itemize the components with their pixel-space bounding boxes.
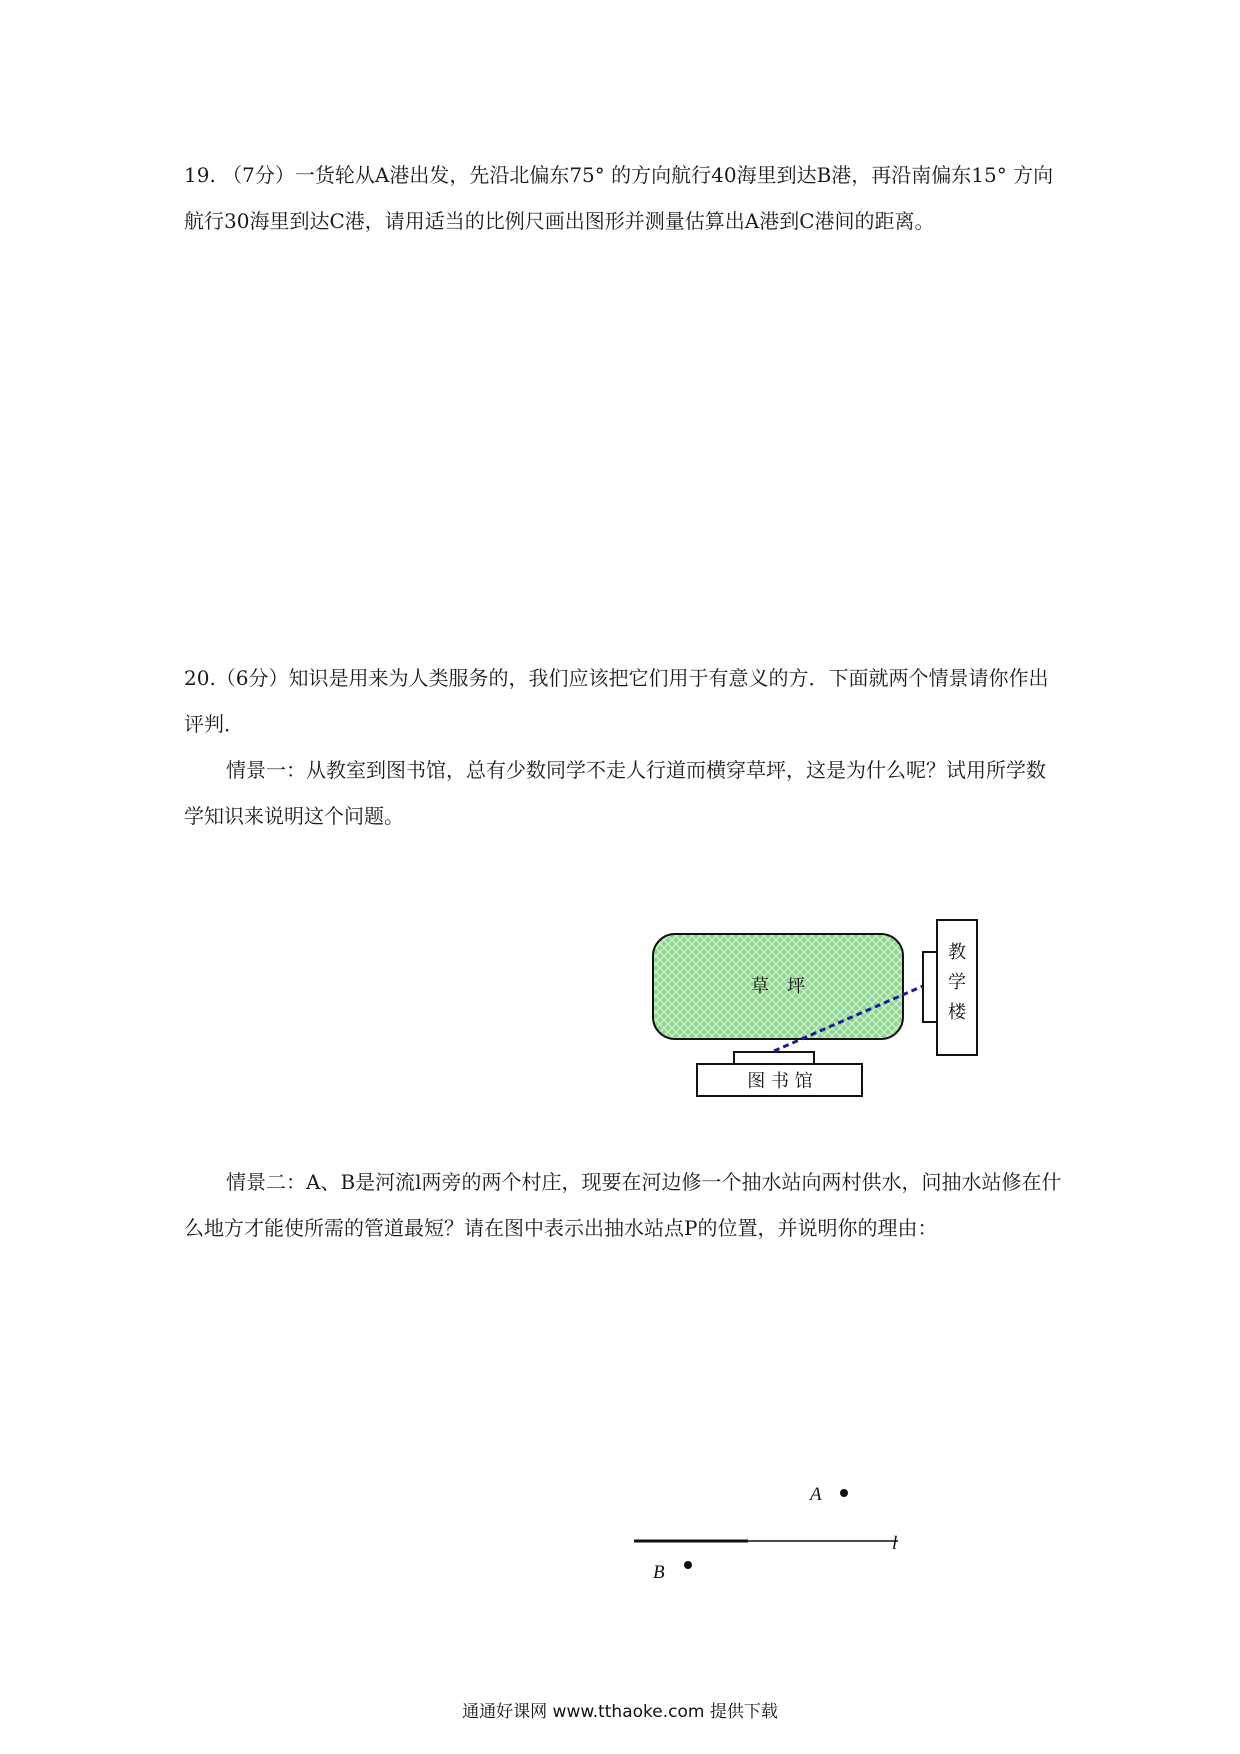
lawn-label: 草 坪 — [751, 976, 805, 997]
campus-diagram — [640, 920, 1000, 1100]
point-b-label: B — [653, 1562, 665, 1583]
teaching-building-char-2: 学 — [948, 972, 966, 993]
point-b — [684, 1561, 692, 1569]
question-20-intro: 20.（6分）知识是用来为人类服务的，我们应该把它们用于有意义的方．下面就两个情景请你作出评判． — [184, 666, 1049, 736]
river-diagram — [620, 1470, 920, 1583]
library-label: 图 书 馆 — [747, 1071, 813, 1092]
scenario-1-text: 情景一：从教室到图书馆，总有少数同学不走人行道而横穿草坪，这是为什么呢？试用所学数学知识来说明这个问题。 — [184, 758, 1046, 828]
teaching-building-entrance — [923, 952, 937, 1022]
teaching-building-char-3: 楼 — [948, 1002, 966, 1023]
teaching-building-char-1: 教 — [948, 942, 966, 963]
scenario-2-text: 情景二：A、B是河流l两旁的两个村庄，现要在河边修一个抽水站向两村供水，问抽水站修在什么地方才能使所需的管道最短？请在图中表示出抽水站点P的位置，并说明你的理由： — [184, 1170, 1062, 1240]
point-a — [840, 1489, 848, 1497]
page-footer: 通通好课网 www.tthaoke.com 提供下载 — [462, 1702, 778, 1722]
river-label: l — [892, 1533, 898, 1554]
question-19: 19. （7分）一货轮从A港出发，先沿北偏东75° 的方向航行40海里到达B港，再沿南偏东15° 方向航行30海里到达C港，请用适当的比例尺画出图形并测量估算出A港到C港间的距离。 — [184, 163, 1054, 233]
library-entrance — [734, 1052, 814, 1064]
point-a-label: A — [810, 1484, 822, 1505]
